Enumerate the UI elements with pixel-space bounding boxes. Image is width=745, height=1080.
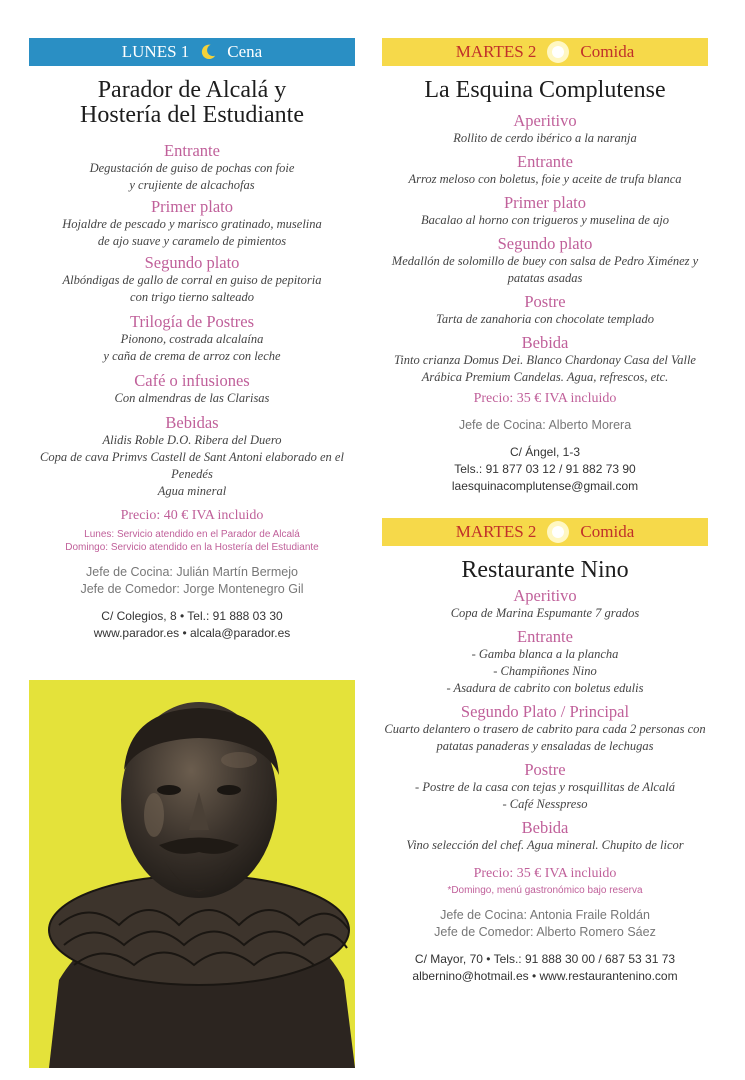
menu-section xyxy=(382,234,708,287)
section-title: Entrante xyxy=(517,627,573,646)
moon-icon xyxy=(199,43,217,61)
section-title: Trilogía de Postres xyxy=(129,312,255,331)
section-title: Aperitivo xyxy=(513,586,577,605)
menu-section xyxy=(382,152,708,188)
nino-banner xyxy=(382,518,708,546)
price: Precio: 35 € IVA incluido xyxy=(473,391,617,406)
restaurant-name xyxy=(29,78,355,128)
menu-item: con trigo tierno salteado xyxy=(130,290,254,304)
menu-item: Con almendras de las Clarisas xyxy=(114,391,270,405)
statue-photo xyxy=(29,680,355,1068)
right-column xyxy=(382,38,708,985)
statue-illustration xyxy=(29,680,355,1068)
menu-item: - Champiñones Nino xyxy=(493,664,597,678)
restaurant-name: La Esquina Complutense xyxy=(424,77,666,103)
price: Precio: 35 € IVA incluido xyxy=(473,866,617,881)
address: C/ Ángel, 1-3 xyxy=(509,445,581,459)
menu-section xyxy=(382,292,708,328)
banner-day: MARTES 2 xyxy=(455,522,537,541)
menu-item: patatas asadas xyxy=(507,271,583,285)
menu-item: Tinto crianza Domus Dei. Blanco Chardonay Casa del Valle xyxy=(394,353,696,367)
section-title: Segundo plato xyxy=(497,234,593,253)
parador-banner xyxy=(29,38,355,66)
menu-item: Alidis Roble D.O. Ribera del Duero xyxy=(102,433,282,447)
address: C/ Colegios, 8 • Tel.: 91 888 03 30 xyxy=(101,609,283,623)
sun-icon xyxy=(546,40,570,64)
menu-section xyxy=(382,627,708,697)
menu-section xyxy=(29,197,355,250)
sun-icon xyxy=(546,520,570,544)
contact-web: albernino@hotmail.es • www.restaurantenino.com xyxy=(412,969,678,983)
price: Precio: 40 € IVA incluido xyxy=(120,508,264,523)
phone: Tels.: 91 877 03 12 / 91 882 73 90 xyxy=(454,462,636,476)
menu-item: Bacalao al horno con trigueros y muselina de ajo xyxy=(420,213,670,227)
restaurant-name-line2: Hostería del Estudiante xyxy=(80,102,304,128)
menu-item: Pionono, costrada alcalaína xyxy=(120,332,264,346)
menu-item: Degustación de guiso de pochas con foie xyxy=(89,161,295,175)
section-title: Postre xyxy=(524,760,566,779)
menu-item: - Café Nesspreso xyxy=(502,797,588,811)
menu-item: Rollito de cerdo ibérico a la naranja xyxy=(453,131,637,145)
section-title: Segundo Plato / Principal xyxy=(460,702,630,721)
menu-item: Arroz meloso con boletus, foie y aceite de trufa blanca xyxy=(408,172,682,186)
menu-item: - Gamba blanca a la plancha xyxy=(471,647,619,661)
banner-meal: Comida xyxy=(580,42,635,61)
section-title: Bebidas xyxy=(165,413,219,432)
menu-item: Arábica Premium Candelas. Agua, refrescos, etc. xyxy=(421,370,669,384)
menu-item: Vino selección del chef. Agua mineral. Chupito de licor xyxy=(406,838,684,852)
menu-item: Agua mineral xyxy=(157,484,227,498)
menu-section xyxy=(29,371,355,407)
parador-menu xyxy=(29,38,355,642)
menu-item: Copa de cava Primvs Castell de Sant Antoni elaborado en el xyxy=(40,450,344,464)
menu-item: Tarta de zanahoria con chocolate templado xyxy=(436,312,654,326)
menu-section xyxy=(29,141,355,194)
menu-item: y crujiente de alcachofas xyxy=(129,178,255,192)
chef: Jefe de Cocina: Antonia Fraile Roldán xyxy=(440,908,650,922)
maitre: Jefe de Comedor: Jorge Montenegro Gil xyxy=(80,582,304,596)
section-title: Primer plato xyxy=(150,197,234,216)
banner-meal: Cena xyxy=(227,42,263,61)
menu-item: Hojaldre de pescado y marisco gratinado, muselina xyxy=(62,217,322,231)
esquina-banner xyxy=(382,38,708,66)
restaurant-name: Restaurante Nino xyxy=(461,557,629,583)
contact-web: www.parador.es • alcala@parador.es xyxy=(93,626,291,640)
menu-item: Medallón de solomillo de buey con salsa de Pedro Ximénez y xyxy=(391,254,699,268)
menu-section xyxy=(382,111,708,147)
menu-item: Cuarto delantero o trasero de cabrito para cada 2 personas con xyxy=(384,722,706,736)
menu-item: Albóndigas de gallo de corral en guiso de pepitoria xyxy=(62,273,322,287)
section-title: Café o infusiones xyxy=(134,371,250,390)
banner-day: LUNES 1 xyxy=(121,42,190,61)
menu-section xyxy=(29,312,355,365)
menu-section xyxy=(382,333,708,386)
chef: Jefe de Cocina: Julián Martín Bermejo xyxy=(86,565,298,579)
menu-item: Penedés xyxy=(171,467,213,481)
section-title: Bebida xyxy=(521,333,569,352)
menu-item: - Postre de la casa con tejas y rosquillitas de Alcalá xyxy=(415,780,675,794)
service-note: Lunes: Servicio atendido en el Parador de Alcalá xyxy=(84,529,300,540)
section-title: Aperitivo xyxy=(513,111,577,130)
menu-item: y caña de crema de arroz con leche xyxy=(103,349,281,363)
section-title: Bebida xyxy=(521,818,569,837)
chef: Jefe de Cocina: Alberto Morera xyxy=(458,418,632,432)
menu-section xyxy=(382,760,708,813)
section-title: Postre xyxy=(524,292,566,311)
menu-item: patatas panaderas y ensaladas de lechugas xyxy=(436,739,654,753)
menu-section xyxy=(382,586,708,622)
banner-meal: Comida xyxy=(580,522,635,541)
restaurant-name-line1: Parador de Alcalá y xyxy=(97,77,287,103)
menu-section xyxy=(382,193,708,229)
section-title: Primer plato xyxy=(503,193,587,212)
menu-item: - Asadura de cabrito con boletus edulis xyxy=(446,681,644,695)
service-note: Domingo: Servicio atendido en la Hostería del Estudiante xyxy=(65,542,319,553)
menu-item: Copa de Marina Espumante 7 grados xyxy=(450,606,640,620)
reservation-note: *Domingo, menú gastronómico bajo reserva xyxy=(447,885,643,896)
section-title: Segundo plato xyxy=(144,253,240,272)
email: laesquinacomplutense@gmail.com xyxy=(451,479,639,493)
maitre: Jefe de Comedor: Alberto Romero Sáez xyxy=(434,925,656,939)
section-title: Entrante xyxy=(517,152,573,171)
menu-section xyxy=(29,253,355,306)
section-title: Entrante xyxy=(164,141,220,160)
menu-section xyxy=(29,413,355,500)
menu-section xyxy=(382,818,708,854)
menu-item: de ajo suave y caramelo de pimientos xyxy=(97,234,287,248)
banner-day: MARTES 2 xyxy=(455,42,537,61)
menu-section xyxy=(382,702,708,755)
address: C/ Mayor, 70 • Tels.: 91 888 30 00 / 687 53 31 73 xyxy=(414,952,676,966)
